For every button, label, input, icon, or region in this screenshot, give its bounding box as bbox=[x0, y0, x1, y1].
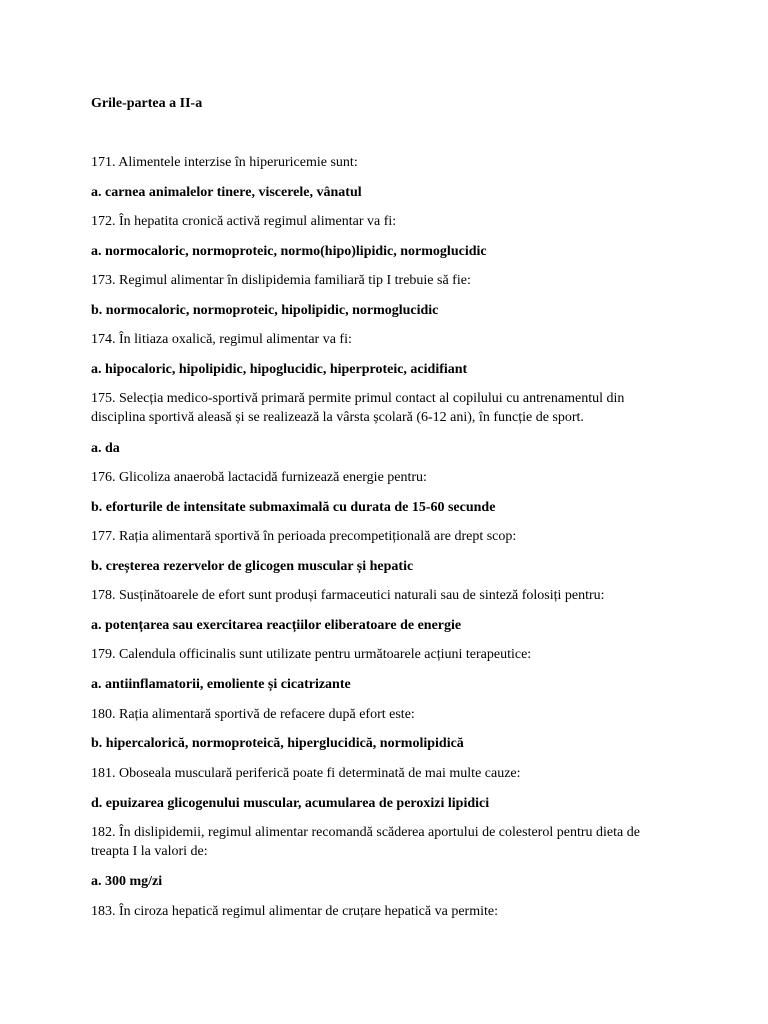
answer-180: b. hipercalorică, normoproteică, hiperglucidică, normolipidică bbox=[91, 736, 464, 751]
answer-172: a. normocaloric, normoproteic, normo(hipo)lipidic, normoglucidic bbox=[91, 244, 487, 259]
question-173: 173. Regimul alimentar în dislipidemia familiară tip I trebuie să fie: bbox=[91, 273, 471, 288]
answer-182: a. 300 mg/zi bbox=[91, 874, 163, 889]
answer-173: b. normocaloric, normoproteic, hipolipidic, normoglucidic bbox=[91, 303, 439, 318]
question-178: 178. Susținătoarele de efort sunt produși farmaceutici naturali sau de sinteză folosiți pentru: bbox=[91, 588, 605, 603]
question-171: 171. Alimentele interzise în hiperuricemie sunt: bbox=[91, 155, 358, 170]
question-177: 177. Rația alimentară sportivă în perioada precompetițională are drept scop: bbox=[91, 529, 517, 544]
answer-175: a. da bbox=[91, 441, 120, 456]
answer-171: a. carnea animalelor tinere, viscerele, vânatul bbox=[91, 185, 362, 200]
question-180: 180. Rația alimentară sportivă de refacere după efort este: bbox=[91, 707, 415, 722]
answer-178: a. potențarea sau exercitarea reacțiilor eliberatoare de energie bbox=[91, 618, 462, 633]
answer-174: a. hipocaloric, hipolipidic, hipoglucidic, hiperproteic, acidifiant bbox=[91, 362, 468, 377]
question-181: 181. Oboseala musculară periferică poate fi determinată de mai multe cauze: bbox=[91, 766, 521, 781]
question-175: 175. Selecția medico-sportivă primară permite primul contact al copilului cu antrenamentul din disciplina sportivă aleasă și se realizează la vârsta școlară (6-12 ani), în funcție de sport. bbox=[91, 391, 625, 425]
question-179: 179. Calendula officinalis sunt utilizate pentru următoarele acțiuni terapeutice: bbox=[91, 647, 532, 662]
page-title: Grile-partea a II-a bbox=[91, 96, 203, 111]
question-172: 172. În hepatita cronică activă regimul alimentar va fi: bbox=[91, 214, 397, 229]
answer-181: d. epuizarea glicogenului muscular, acumularea de peroxizi lipidici bbox=[91, 796, 490, 811]
question-182: 182. În dislipidemii, regimul alimentar recomandă scăderea aportului de colesterol pentru dieta de treapta I la valori de: bbox=[91, 825, 640, 859]
answer-177: b. creșterea rezervelor de glicogen muscular și hepatic bbox=[91, 559, 414, 574]
answer-179: a. antiinflamatorii, emoliente și cicatrizante bbox=[91, 677, 351, 692]
answer-176: b. eforturile de intensitate submaximală cu durata de 15-60 secunde bbox=[91, 500, 496, 515]
question-183: 183. În ciroza hepatică regimul alimentar de cruțare hepatică va permite: bbox=[91, 904, 498, 919]
question-176: 176. Glicoliza anaerobă lactacidă furnizează energie pentru: bbox=[91, 470, 427, 485]
question-174: 174. În litiaza oxalică, regimul alimentar va fi: bbox=[91, 332, 352, 347]
